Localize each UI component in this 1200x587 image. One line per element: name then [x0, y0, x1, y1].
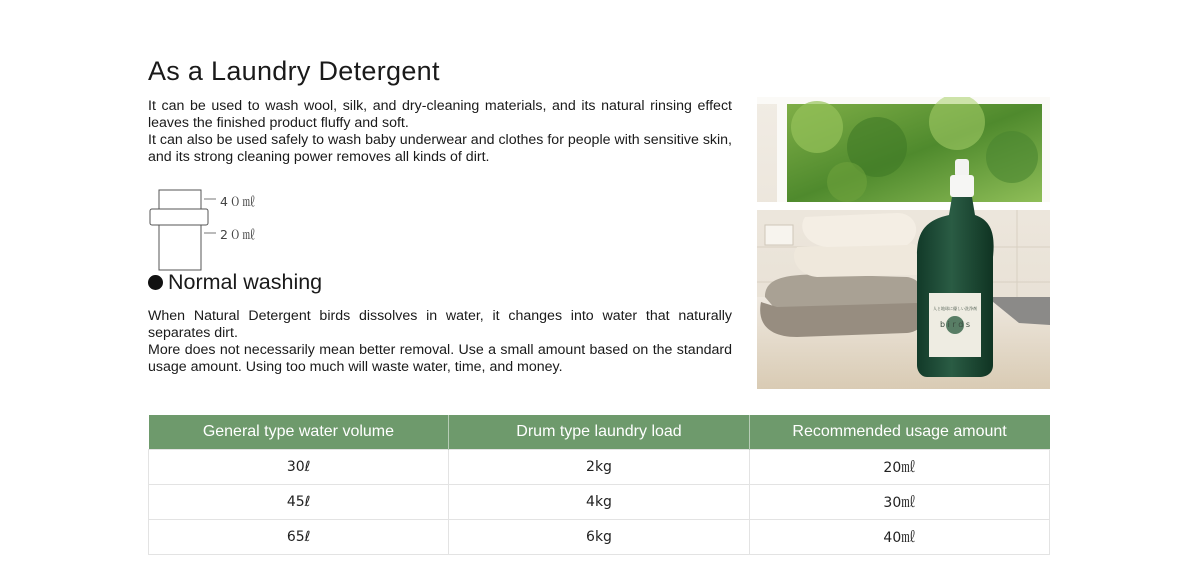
bullet-icon	[148, 275, 163, 290]
usage-amount-cell: 30㎖	[749, 485, 1049, 520]
section-line-2: More does not necessarily mean better removal. Use a small amount based on the standard usage amount. Using too much will waste water, time, and money.	[148, 342, 732, 375]
laundry-load-cell: 6kg	[449, 520, 749, 555]
table-row	[149, 520, 1050, 555]
header-water-volume: General type water volume	[149, 415, 449, 450]
section-title	[148, 270, 322, 295]
table-row	[149, 485, 1050, 520]
section-line-1: When Natural Detergent birds dissolves in water, it changes into water that naturally separates dirt.	[148, 308, 732, 341]
usage-amount-cell: 20㎖	[749, 450, 1049, 485]
bottle-brand-label: b i r d s	[939, 320, 971, 329]
cap-40ml-label: 4０㎖	[220, 194, 256, 209]
page-title: As a Laundry Detergent	[148, 56, 440, 86]
table-header-row	[149, 415, 1050, 450]
svg-text:人と地球に優しい洗浄剤: 人と地球に優しい洗浄剤	[933, 306, 977, 311]
water-volume-cell: 65ℓ	[149, 520, 449, 555]
water-volume-cell: 30ℓ	[149, 450, 449, 485]
usage-amount-cell: 40㎖	[749, 520, 1049, 555]
section-title-text: Normal washing	[168, 270, 323, 294]
usage-table	[148, 415, 1050, 555]
table-row	[149, 450, 1050, 485]
header-usage-amount: Recommended usage amount	[749, 415, 1049, 450]
laundry-load-cell: 2kg	[449, 450, 749, 485]
water-volume-cell: 45ℓ	[149, 485, 449, 520]
intro-text	[148, 98, 732, 166]
header-drum-load: Drum type laundry load	[449, 415, 749, 450]
intro-line-1: It can be used to wash wool, silk, and dry-cleaning materials, and its natural rinsing effect leaves the finished product fluffy and soft.	[148, 98, 732, 131]
cap-20ml-label: 2０㎖	[220, 227, 256, 242]
intro-line-2: It can also be used safely to wash baby underwear and clothes for people with sensitive skin, and its strong cleaning power removes all kinds of dirt.	[148, 132, 732, 165]
section-text	[148, 308, 732, 376]
laundry-load-cell: 4kg	[449, 485, 749, 520]
product-photo	[757, 97, 1050, 389]
